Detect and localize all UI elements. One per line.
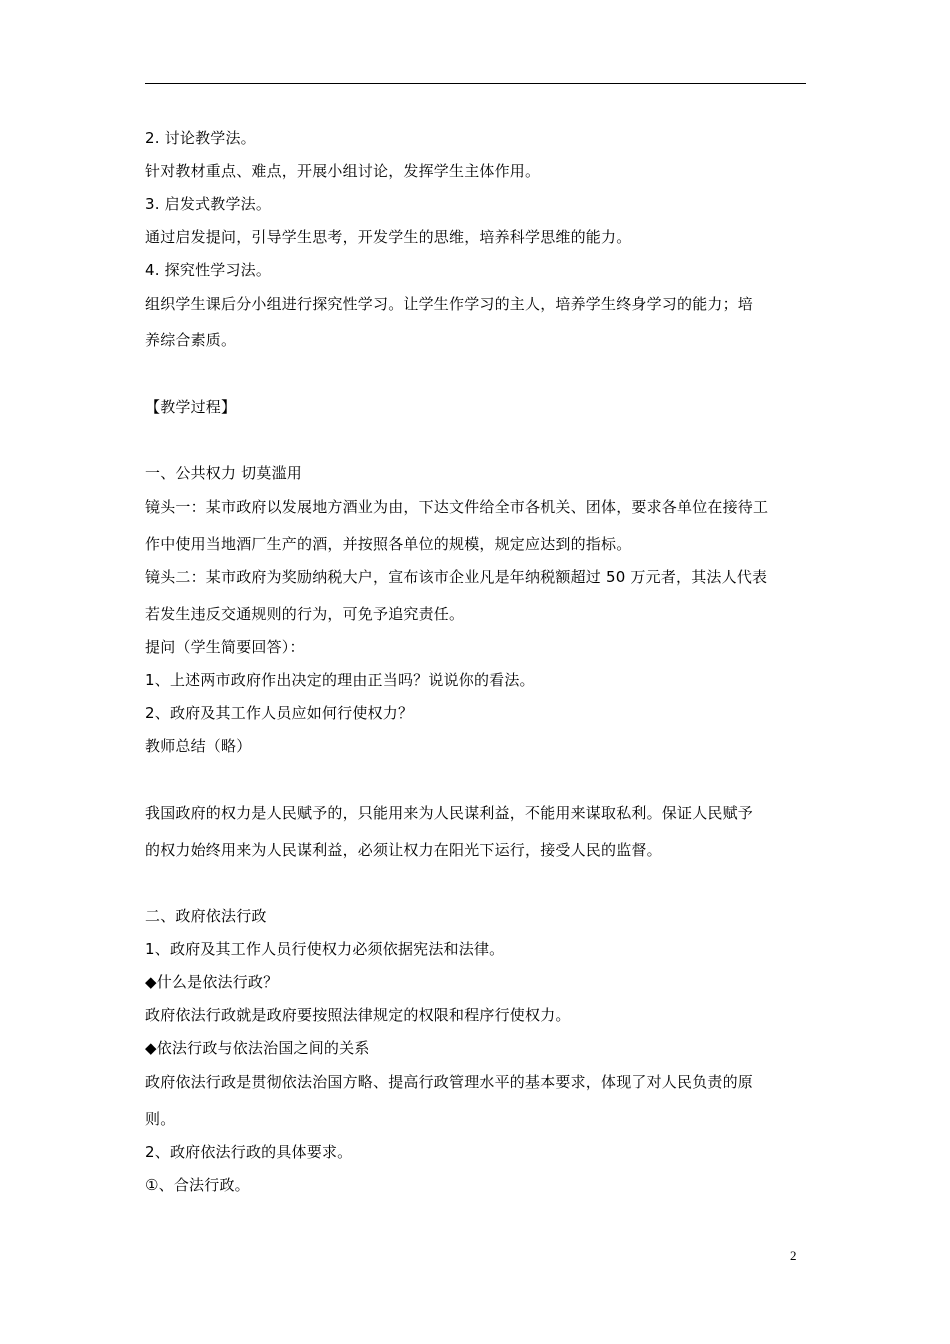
power-paragraph-line1: 我国政府的权力是人民赋予的，只能用来为人民谋利益，不能用来谋取私利。保证人民赋予 xyxy=(145,804,754,822)
method-2-text: 针对教材重点、难点，开展小组讨论，发挥学生主体作用。 xyxy=(145,162,541,180)
header-rule xyxy=(145,83,806,84)
point-1: 1、政府及其工作人员行使权力必须依据宪法和法律。 xyxy=(145,940,505,958)
teacher-summary: 教师总结（略） xyxy=(145,737,252,755)
question-2: 2、政府及其工作人员应如何行使权力？ xyxy=(145,704,414,722)
question-prompt: 提问（学生简要回答）： xyxy=(145,638,305,656)
method-3-heading: 3. 启发式教学法。 xyxy=(145,195,272,213)
scene-2-line1: 镜头二：某市政府为奖励纳税大户，宣布该市企业凡是年纳税额超过 50 万元者，其法人代表 xyxy=(145,568,768,586)
bullet-what-is: ◆什么是依法行政？ xyxy=(145,973,279,991)
what-is-answer: 政府依法行政就是政府要按照法律规定的权限和程序行使权力。 xyxy=(145,1006,571,1024)
page-number: 2 xyxy=(790,1248,797,1263)
scene-1-line2: 作中使用当地酒厂生产的酒，并按照各单位的规模，规定应达到的指标。 xyxy=(145,535,632,553)
method-3-text: 通过启发提问，引导学生思考，开发学生的思维，培养科学思维的能力。 xyxy=(145,228,632,246)
power-paragraph-line2: 的权力始终用来为人民谋利益，必须让权力在阳光下运行，接受人民的监督。 xyxy=(145,841,662,859)
question-1: 1、上述两市政府作出决定的理由正当吗？说说你的看法。 xyxy=(145,671,535,689)
bullet-relationship: ◆依法行政与依法治国之间的关系 xyxy=(145,1039,370,1057)
point-2: 2、政府依法行政的具体要求。 xyxy=(145,1143,353,1161)
part-1-heading: 一、公共权力 切莫滥用 xyxy=(145,464,302,482)
relationship-line1: 政府依法行政是贯彻依法治国方略、提高行政管理水平的基本要求，体现了对人民负责的原 xyxy=(145,1073,754,1091)
section-heading-process: 【教学过程】 xyxy=(145,398,237,416)
part-2-heading: 二、政府依法行政 xyxy=(145,907,267,925)
scene-2-line2: 若发生违反交通规则的行为，可免予追究责任。 xyxy=(145,605,465,623)
relationship-line2: 则。 xyxy=(145,1110,176,1128)
method-4-heading: 4. 探究性学习法。 xyxy=(145,261,272,279)
method-4-text-line1: 组织学生课后分小组进行探究性学习。让学生作学习的主人，培养学生终身学习的能力；培 xyxy=(145,295,754,313)
requirement-1: ①、合法行政。 xyxy=(145,1176,250,1194)
method-2-heading: 2. 讨论教学法。 xyxy=(145,129,256,147)
method-4-text-line2: 养综合素质。 xyxy=(145,331,237,349)
scene-1-line1: 镜头一：某市政府以发展地方酒业为由，下达文件给全市各机关、团体，要求各单位在接待工 xyxy=(145,498,769,516)
